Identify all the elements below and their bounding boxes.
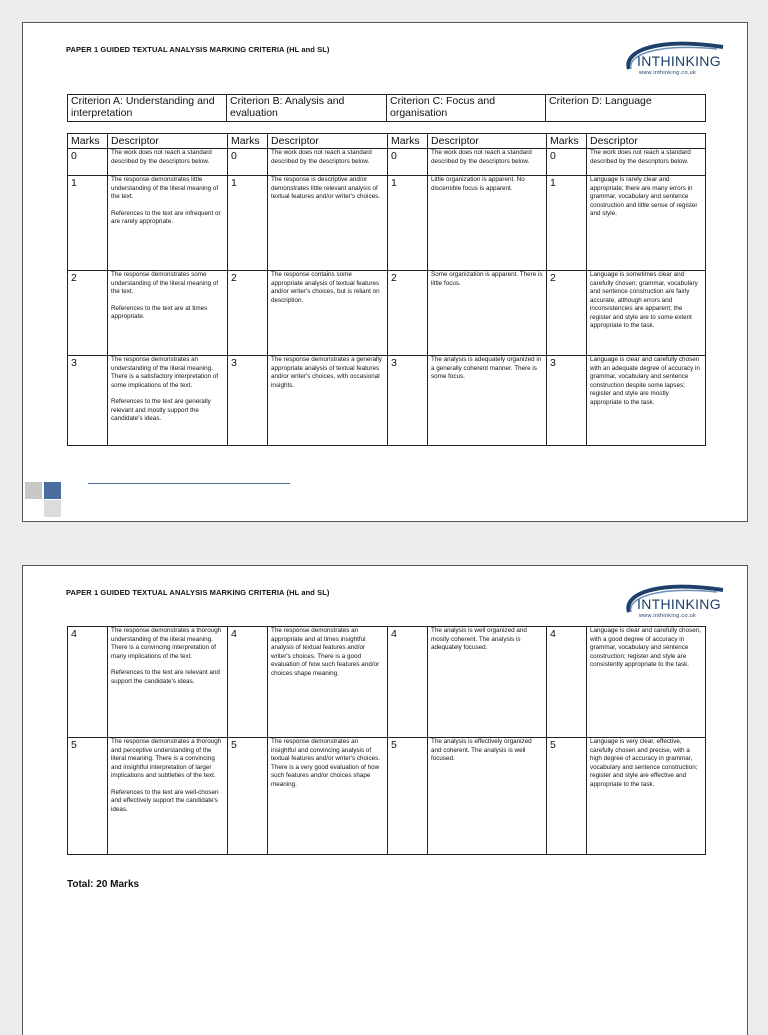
descriptor-cell (268, 738, 388, 855)
descriptor-text: Some organization is apparent. There is little focus. (431, 271, 543, 287)
descriptor-cell (268, 356, 388, 446)
descriptor-cell (108, 356, 228, 446)
descriptor-text: References to the text are infrequent or are rarely appropriate. (111, 209, 221, 226)
mark-cell: 4 (228, 627, 268, 738)
document-page-1 (22, 22, 748, 522)
descriptor-text: References to the text are generally relevant and mostly support the candidate's ideas. (111, 398, 211, 423)
descriptor-text: The analysis is well organized and mostly coherent. The analysis is adequately focused. (431, 627, 527, 651)
descriptor-text: The response demonstrates a thorough and perceptive understanding of the literal meaning. There is a convincing and insightful interpretation of larger implications and subtleties of the text. (111, 738, 222, 779)
descriptor-text: The work does not reach a standard described by the descriptors below. (590, 149, 691, 165)
logo-url: www.inthinking.co.uk (639, 70, 697, 76)
inthinking-logo (617, 576, 727, 622)
descriptor-text: The response demonstrates an appropriate and at times insightful analysis of textual features and/or writer's choices. There is a good evaluation of how such features and/or choices shape meaning. (271, 627, 380, 677)
descriptor-cell (428, 149, 547, 176)
descriptor-header: Descriptor (268, 134, 388, 149)
table-row (68, 738, 706, 855)
descriptor-text: Language is sometimes clear and carefully chosen; grammar, vocabulary and sentence construction are fairly accurate, although errors and inconsistencies are apparent; the register and style are to some extent appropriate to the task. (590, 271, 698, 330)
descriptor-cell (268, 627, 388, 738)
marks-header: Marks (228, 134, 268, 149)
mark-cell: 2 (228, 271, 268, 356)
marks-header: Marks (68, 134, 108, 149)
descriptor-cell (587, 271, 706, 356)
table-row (68, 176, 706, 271)
descriptor-cell (428, 356, 547, 446)
decorative-square (44, 500, 61, 517)
mark-cell: 1 (68, 176, 108, 271)
descriptor-cell (108, 149, 228, 176)
descriptor-text: References to the text are at times appropriate. (111, 304, 208, 321)
header-title: PAPER 1 GUIDED TEXTUAL ANALYSIS MARKING CRITERIA (HL and SL) (66, 588, 330, 597)
criterion-d: Criterion D: Language (546, 95, 706, 122)
logo-text: INTHINKING (637, 596, 721, 612)
mark-cell: 0 (68, 149, 108, 176)
descriptor-text: The response contains some appropriate analysis of textual features and/or writer's choices, but is reliant on description. (271, 271, 380, 304)
footer-rule (88, 483, 290, 484)
criterion-b: Criterion B: Analysis and evaluation (227, 95, 387, 122)
descriptor-cell (587, 627, 706, 738)
table-row (68, 356, 706, 446)
descriptor-cell (587, 738, 706, 855)
descriptor-cell (428, 176, 547, 271)
marks-header: Marks (388, 134, 428, 149)
document-page-2 (22, 565, 748, 1035)
marking-table-page-2 (67, 626, 706, 855)
descriptor-text: Language is rarely clear and appropriate; there are many errors in grammar, vocabulary and sentence construction and little sense of register and style. (590, 176, 698, 218)
descriptor-text: Language is very clear, effective, carefully chosen and precise, with a high degree of accuracy in grammar, vocabulary and sentence construction; register and style are effective and appropriate to the task. (590, 738, 698, 788)
decorative-square (25, 482, 42, 499)
header-title: PAPER 1 GUIDED TEXTUAL ANALYSIS MARKING CRITERIA (HL and SL) (66, 45, 330, 54)
mark-cell: 4 (388, 627, 428, 738)
marking-table-page-1 (67, 133, 706, 446)
descriptor-cell (108, 738, 228, 855)
criterion-c: Criterion C: Focus and organisation (387, 95, 546, 122)
column-header-row (68, 134, 706, 149)
descriptor-cell (268, 149, 388, 176)
descriptor-text: The response demonstrates little understanding of the literal meaning of the text. (111, 176, 219, 201)
descriptor-cell (268, 271, 388, 356)
descriptor-cell (108, 176, 228, 271)
criteria-header-table (67, 94, 706, 122)
total-marks: Total: 20 Marks (67, 879, 140, 890)
mark-cell: 0 (228, 149, 268, 176)
mark-cell: 3 (68, 356, 108, 446)
mark-cell: 2 (547, 271, 587, 356)
logo-text: INTHINKING (637, 53, 721, 69)
mark-cell: 0 (388, 149, 428, 176)
descriptor-cell (428, 738, 547, 855)
descriptor-text: The analysis is adequately organized in a generally coherent manner. There is some focus. (431, 356, 542, 381)
mark-cell: 3 (547, 356, 587, 446)
mark-cell: 3 (228, 356, 268, 446)
descriptor-text: The analysis is effectively organized and coherent. The analysis is well focused. (431, 738, 532, 762)
mark-cell: 4 (68, 627, 108, 738)
descriptor-cell (587, 149, 706, 176)
mark-cell: 5 (547, 738, 587, 855)
descriptor-cell (428, 271, 547, 356)
logo-url: www.inthinking.co.uk (639, 613, 697, 619)
mark-cell: 5 (68, 738, 108, 855)
descriptor-cell (108, 271, 228, 356)
mark-cell: 4 (547, 627, 587, 738)
descriptor-cell (587, 176, 706, 271)
descriptor-header: Descriptor (428, 134, 547, 149)
descriptor-header: Descriptor (108, 134, 228, 149)
descriptor-cell (268, 176, 388, 271)
descriptor-text: The response is descriptive and/or demonstrates little relevant analysis of textual features and/or writer's choices. (271, 176, 380, 201)
descriptor-text: The response demonstrates a generally appropriate analysis of textual features and/or writer's choices, with occasional insights. (271, 356, 382, 389)
mark-cell: 5 (228, 738, 268, 855)
descriptor-cell (108, 627, 228, 738)
descriptor-text: The response demonstrates an understanding of the literal meaning. There is a satisfactory interpretation of some implications of the text. (111, 356, 219, 389)
descriptor-text: The response demonstrates some understanding of the literal meaning of the text. (111, 271, 219, 296)
table-row (68, 627, 706, 738)
descriptor-text: Language is clear and carefully chosen, with a good degree of accuracy in grammar, vocabulary and sentence construction; register and style are consistently appropriate to the task. (590, 627, 701, 668)
table-row (68, 271, 706, 356)
descriptor-text: The response demonstrates a thorough understanding of the literal meaning. There is a convincing interpretation of many implications of the text. (111, 627, 222, 660)
mark-cell: 1 (388, 176, 428, 271)
descriptor-text: Little organization is apparent. No discernible focus is apparent. (431, 176, 525, 192)
descriptor-text: The work does not reach a standard described by the descriptors below. (111, 149, 212, 165)
mark-cell: 5 (388, 738, 428, 855)
descriptor-text: The response demonstrates an insightful and convincing analysis of textual features and/or writer's choices. There is a very good evaluation of how such features and/or choices shape meaning. (271, 738, 380, 788)
mark-cell: 0 (547, 149, 587, 176)
mark-cell: 1 (547, 176, 587, 271)
mark-cell: 3 (388, 356, 428, 446)
descriptor-cell (428, 627, 547, 738)
descriptor-text: Language is clear and carefully chosen with an adequate degree of accuracy in grammar, vocabulary and sentence construction despite some lapses; register and style are mostly appropriate to the task. (590, 356, 700, 406)
criterion-a: Criterion A: Understanding and interpretation (68, 95, 227, 122)
mark-cell: 1 (228, 176, 268, 271)
inthinking-logo (617, 33, 727, 79)
marks-header: Marks (547, 134, 587, 149)
descriptor-text: The work does not reach a standard described by the descriptors below. (271, 149, 372, 165)
decorative-square (44, 482, 61, 499)
mark-cell: 2 (388, 271, 428, 356)
descriptor-text: References to the text are well-chosen and effectively support the candidate's ideas. (111, 788, 219, 813)
descriptor-cell (587, 356, 706, 446)
descriptor-text: The work does not reach a standard described by the descriptors below. (431, 149, 532, 165)
descriptor-header: Descriptor (587, 134, 706, 149)
descriptor-text: References to the text are relevant and support the candidate's ideas. (111, 669, 220, 685)
table-row (68, 149, 706, 176)
mark-cell: 2 (68, 271, 108, 356)
